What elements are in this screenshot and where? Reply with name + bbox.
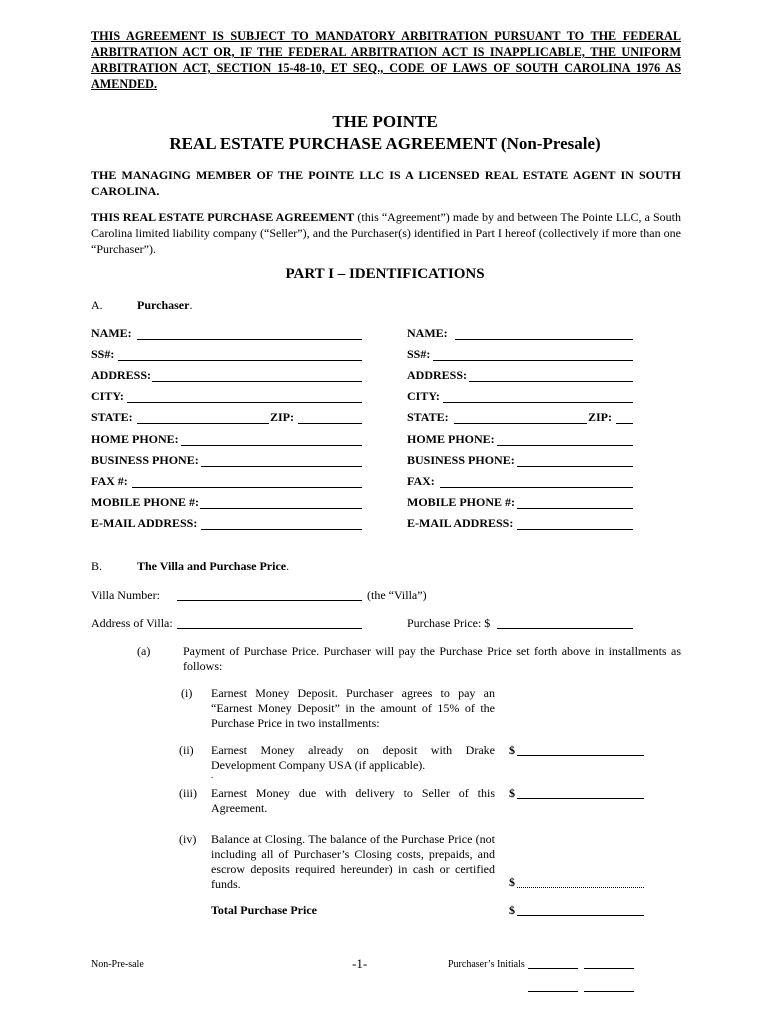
left-email-field[interactable]: [201, 529, 362, 530]
part1-heading: PART I – IDENTIFICATIONS: [285, 266, 485, 282]
intro-paragraph: [91, 209, 681, 257]
installment-iv-dollar: $: [509, 875, 515, 889]
document-subtitle: REAL ESTATE PURCHASE AGREEMENT (Non-Presale): [169, 134, 601, 153]
right-city-label: CITY:: [407, 389, 440, 403]
left-mobile-phone-field[interactable]: [200, 508, 362, 509]
section-b-period: .: [286, 559, 290, 573]
right-ss-field[interactable]: [433, 360, 633, 361]
initials-label: Purchaser’s Initials: [448, 959, 525, 970]
installment-iii-text: Earnest Money due with delivery to Seller of this Agreement.: [211, 786, 495, 815]
installment-ii-dollar: $: [509, 743, 515, 757]
installment-iii-dollar: $: [509, 786, 515, 800]
left-city-field[interactable]: [127, 402, 362, 403]
left-home-phone-label: HOME PHONE:: [91, 432, 179, 446]
left-business-phone-label: BUSINESS PHONE:: [91, 453, 199, 467]
villa-number-field[interactable]: [177, 600, 362, 601]
right-fax-label: FAX:: [407, 474, 435, 488]
right-fax-field[interactable]: [440, 487, 633, 488]
left-name-field[interactable]: [137, 339, 362, 340]
villa-number-label: Villa Number:: [91, 588, 160, 602]
right-city-field[interactable]: [443, 402, 633, 403]
initials-field-2[interactable]: [584, 968, 634, 969]
right-business-phone-field[interactable]: [517, 466, 633, 467]
the-villa-label: (the “Villa”): [367, 588, 427, 602]
right-zip-label: ZIP:: [588, 410, 612, 424]
installment-iv-amount-field[interactable]: [517, 887, 644, 888]
section-a-heading: [137, 298, 192, 313]
right-state-field[interactable]: [454, 423, 587, 424]
left-business-phone-field[interactable]: [201, 466, 362, 467]
left-zip-label: ZIP:: [270, 410, 294, 424]
installment-ii-marker: (ii): [179, 743, 194, 757]
payment-text: Payment of Purchase Price. Purchaser will pay the Purchase Price set forth above in installments as follows:: [183, 644, 681, 673]
left-address-field[interactable]: [152, 381, 362, 382]
left-fax-field[interactable]: [132, 487, 362, 488]
left-mobile-phone-label: MOBILE PHONE #:: [91, 495, 200, 509]
right-address-field[interactable]: [469, 381, 633, 382]
intro-bold: THIS REAL ESTATE PURCHASE AGREEMENT: [91, 210, 355, 224]
payment-marker: (a): [137, 644, 151, 658]
installment-i-text: Earnest Money Deposit. Purchaser agrees to pay an “Earnest Money Deposit” in the amount of 15% of the Purchase Price in two installments:: [211, 686, 495, 730]
intro-text: (this “Agreement”) made by and between The Pointe LLC, a South Carolina limited liability company (“Seller”), and the Purchaser(s) identified in Part I hereof (collectively if more than one “Purchaser”).: [91, 210, 682, 256]
right-mobile-phone-field[interactable]: [517, 508, 633, 509]
right-zip-field[interactable]: [616, 423, 633, 424]
address-of-villa-field[interactable]: [177, 628, 362, 629]
purchase-price-field[interactable]: [497, 628, 633, 629]
installment-ii-text: Earnest Money already on deposit with Drake Development Company USA (if applicable).: [211, 743, 495, 772]
right-ss-label: SS#:: [407, 347, 431, 361]
left-fax-label: FAX #:: [91, 474, 128, 488]
managing-member-statement: THE MANAGING MEMBER OF THE POINTE LLC IS A LICENSED REAL ESTATE AGENT IN SOUTH CAROLINA.: [91, 168, 681, 198]
document-title: THE POINTE: [332, 112, 438, 131]
right-home-phone-label: HOME PHONE:: [407, 432, 495, 446]
right-home-phone-field[interactable]: [497, 445, 633, 446]
left-email-label: E-MAIL ADDRESS:: [91, 516, 198, 530]
left-zip-field[interactable]: [298, 423, 362, 424]
total-dollar: $: [509, 903, 515, 917]
installment-ii-amount-field[interactable]: [517, 755, 644, 756]
page-number: -1-: [352, 956, 368, 971]
right-name-label: NAME:: [407, 326, 448, 340]
right-business-phone-label: BUSINESS PHONE:: [407, 453, 515, 467]
section-b-letter: B.: [91, 559, 103, 573]
installment-iii-marker: (iii): [179, 786, 197, 800]
right-address-label: ADDRESS:: [407, 368, 468, 382]
purchase-price-label: Purchase Price: $: [407, 616, 491, 630]
left-state-field[interactable]: [137, 423, 269, 424]
left-name-label: NAME:: [91, 326, 132, 340]
total-label: Total Purchase Price: [211, 903, 317, 917]
total-amount-field[interactable]: [517, 915, 644, 916]
section-b-title: The Villa and Purchase Price: [137, 559, 287, 573]
right-email-field[interactable]: [517, 529, 633, 530]
left-city-label: CITY:: [91, 389, 124, 403]
left-home-phone-field[interactable]: [181, 445, 362, 446]
arbitration-notice: THIS AGREEMENT IS SUBJECT TO MANDATORY ARBITRATION PURSUANT TO THE FEDERAL ARBITRATION ACT OR, IF THE FEDERAL ARBITRATION ACT IS INAPPLICABLE, THE UNIFORM ARBITRATION ACT, SECTION 15-48-10, ET SEQ., CODE OF LAWS OF SOUTH CAROLINA 1976 AS AMENDED.: [91, 29, 681, 91]
section-a-letter: A.: [91, 298, 103, 312]
left-state-label: STATE:: [91, 410, 133, 424]
footer-form-name: Non-Pre-sale: [91, 959, 144, 970]
right-name-field[interactable]: [455, 339, 633, 340]
right-mobile-phone-label: MOBILE PHONE #:: [407, 495, 516, 509]
right-email-label: E-MAIL ADDRESS:: [407, 516, 514, 530]
stray-dot: .: [211, 770, 214, 780]
initials-field-3[interactable]: [528, 991, 578, 992]
right-state-label: STATE:: [407, 410, 449, 424]
installment-iv-text: Balance at Closing. The balance of the Purchase Price (not including all of Purchaser’s Closing costs, prepaids, and escrow deposits required hereunder) in cash or certified funds.: [211, 832, 495, 891]
left-address-label: ADDRESS:: [91, 368, 152, 382]
address-of-villa-label: Address of Villa:: [91, 616, 173, 630]
left-ss-field[interactable]: [118, 360, 362, 361]
initials-field-1[interactable]: [528, 968, 578, 969]
installment-iii-amount-field[interactable]: [517, 798, 644, 799]
section-a-period: .: [189, 298, 193, 312]
section-b-heading: [137, 559, 289, 574]
installment-iv-marker: (iv): [179, 832, 197, 846]
left-ss-label: SS#:: [91, 347, 115, 361]
initials-field-4[interactable]: [584, 991, 634, 992]
section-a-title: Purchaser: [137, 298, 190, 312]
installment-i-marker: (i): [181, 686, 193, 700]
